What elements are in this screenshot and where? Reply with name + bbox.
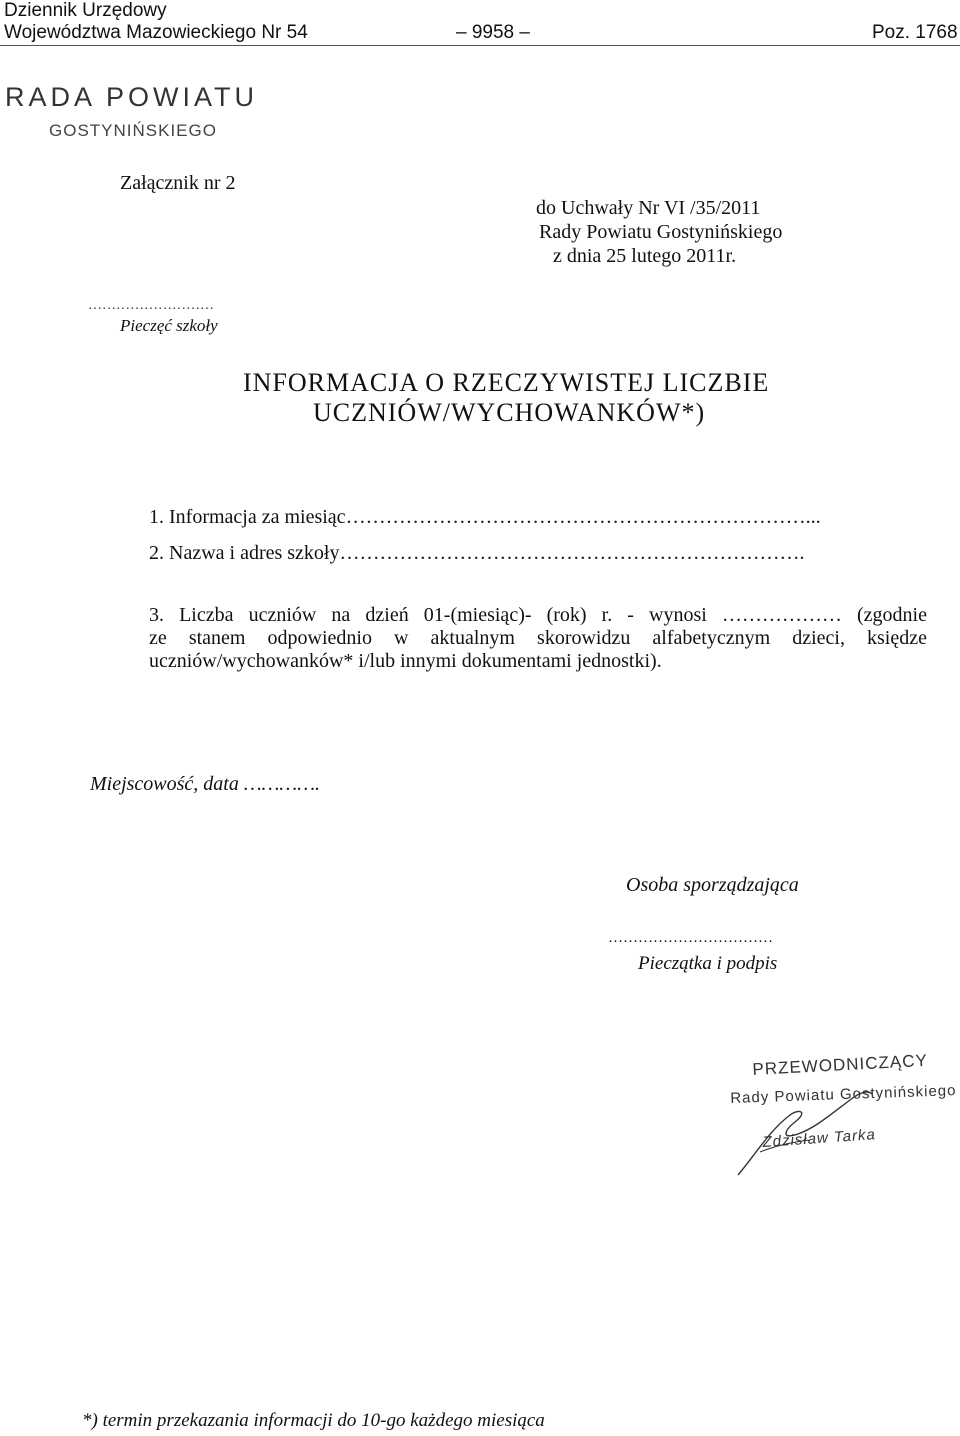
school-seal-label: Pieczęć szkoły — [120, 316, 218, 335]
preparer-label: Osoba sporządzająca — [626, 874, 799, 896]
council-stamp-line2: GOSTYNIŃSKIEGO — [49, 121, 217, 140]
item-student-count — [149, 604, 927, 673]
preparer-sign-label: Pieczątka i podpis — [638, 953, 778, 974]
council-stamp-line1: RADA POWIATU — [5, 82, 259, 112]
item-month: 1. Informacja za miesiąc……………………………………………………………... — [149, 506, 821, 528]
document-title-line2: UCZNIÓW/WYCHOWANKÓW*) — [313, 398, 706, 427]
chairman-title: PRZEWODNICZĄCY — [752, 1050, 929, 1079]
item-student-count-line3: uczniów/wychowanków* i/lub innymi dokumentami jednostki). — [149, 650, 662, 672]
item-student-count-line2: ze stanem odpowiednio w aktualnym skorowidzu alfabetycznym dzieci, księdze — [149, 627, 927, 649]
school-seal-dots: ……………………… — [88, 298, 214, 313]
footnote: *) termin przekazania informacji do 10-go każdego miesiąca — [82, 1410, 545, 1431]
item-student-count-line1: 3. Liczba uczniów na dzień 01-(miesiąc)- (rok) r. - wynosi ……………… (zgodnie — [149, 604, 927, 626]
page-number: – 9958 – — [456, 22, 530, 43]
place-date: Miejscowość, data …………. — [90, 773, 320, 795]
handwritten-signature-icon — [700, 1060, 900, 1180]
resolution-line2: Rady Powiatu Gostynińskiego — [539, 221, 783, 243]
annex-label: Załącznik nr 2 — [120, 172, 236, 194]
resolution-line3: z dnia 25 lutego 2011r. — [553, 245, 737, 267]
item-school-name: 2. Nazwa i adres szkoły……………………………………………………………. — [149, 542, 805, 564]
position-number: Poz. 1768 — [872, 22, 958, 43]
chairman-name: Zdzisław Tarka — [762, 1126, 877, 1151]
document-title-line1: INFORMACJA O RZECZYWISTEJ LICZBIE — [243, 368, 770, 397]
preparer-dots: …………………………… — [608, 930, 773, 946]
chairman-council: Rady Powiatu Gostynińskiego — [730, 1082, 957, 1107]
journal-title-line2: Województwa Mazowieckiego Nr 54 — [4, 22, 308, 43]
resolution-line1: do Uchwały Nr VI /35/2011 — [536, 197, 761, 219]
header-rule — [0, 45, 960, 46]
journal-title-line1: Dziennik Urzędowy — [4, 0, 167, 21]
